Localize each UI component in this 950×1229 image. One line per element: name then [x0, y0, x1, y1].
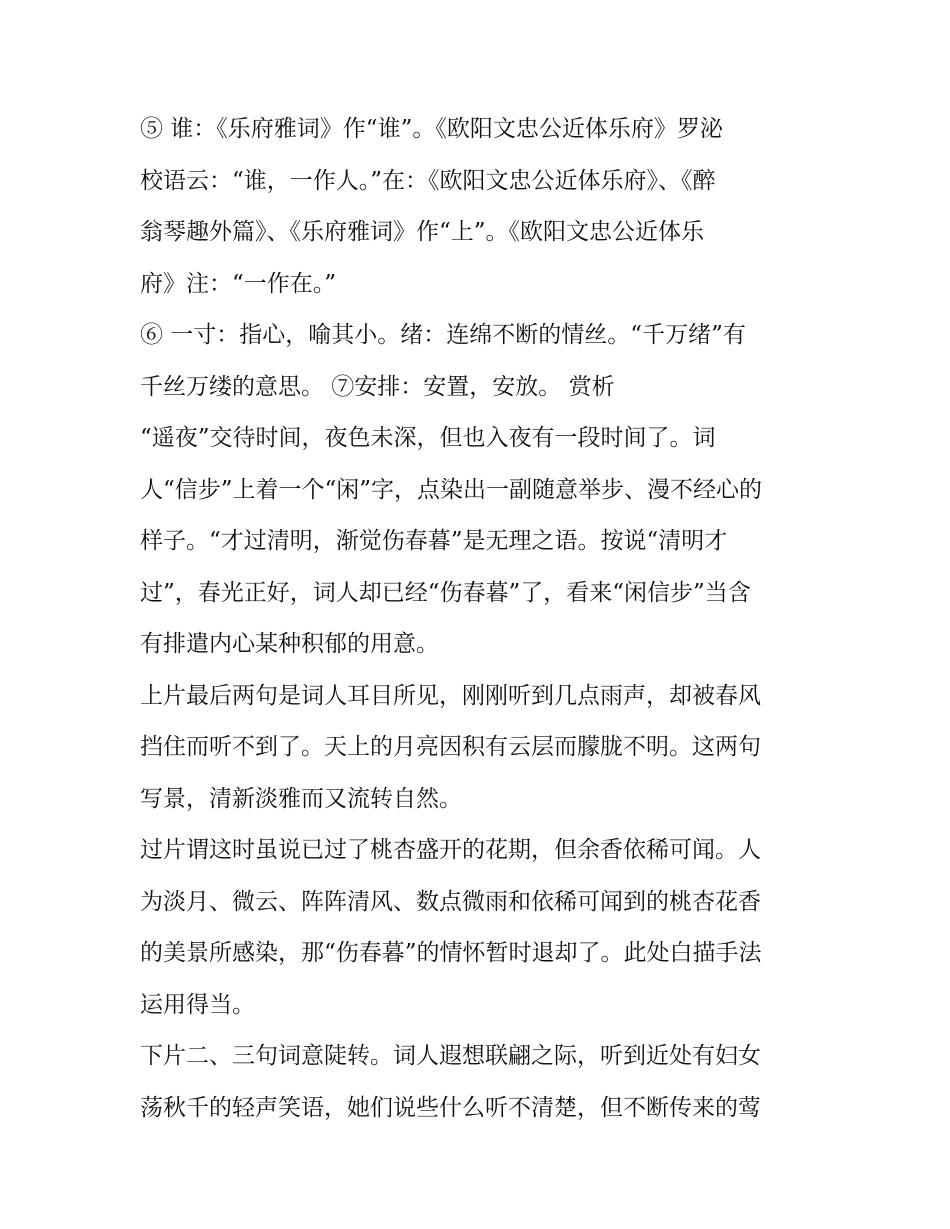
text-line: 运用得当。 [140, 991, 255, 1018]
text-line: 过片谓这时虽说已过了桃杏盛开的花期，但余香依稀可闻。人 [140, 837, 761, 863]
text-line: 写景，清新淡雅而又流转自然。 [140, 785, 462, 812]
text-line: 千丝万缕的意思。 ⑦安排：安置，安放。 赏析 [140, 373, 615, 400]
text-line: 荡秋千的轻声笑语，她们说些什么听不清楚，但不断传来的莺 [140, 1094, 761, 1121]
text-line: 有排遣内心某种积郁的用意。 [140, 631, 439, 657]
text-line: 校语云：“谁，一作人。”在：《欧阳文忠公近体乐府》、《醉 [140, 167, 716, 194]
text-line: 上片最后两句是词人耳目所见，刚刚听到几点雨声，却被春风 [140, 682, 761, 709]
text-line: 为淡月、微云、阵阵清风、数点微雨和依稀可闻到的桃杏花香 [140, 888, 761, 915]
text-line: “遥夜”交待时间，夜色未深，但也入夜有一段时间了。词 [140, 425, 716, 451]
text-line: 翁琴趣外篇》、《乐府雅词》作“上”。《欧阳文忠公近体乐 [140, 219, 705, 245]
text-line: ⑤ 谁：《乐府雅词》作“谁”。《欧阳文忠公近体乐府》罗泌 [140, 116, 723, 142]
text-line: 过”，春光正好，词人却已经“伤春暮”了，看来“闲信步”当含 [140, 579, 751, 606]
text-line: 挡住而听不到了。天上的月亮因积有云层而朦胧不明。这两句 [140, 734, 761, 760]
text-line: ⑥ 一寸：指心，喻其小。绪：连绵不断的情丝。“千万绪”有 [140, 322, 746, 348]
text-line: 人“信步”上着一个“闲”字，点染出一副随意举步、漫不经心的 [140, 476, 763, 503]
text-line: 府》注：“一作在。” [140, 270, 337, 297]
text-line: 的美景所感染，那“伤春暮”的情怀暂时退却了。此处白描手法 [140, 940, 762, 966]
text-line: 下片二、三句词意陡转。词人遐想联翩之际，听到近处有妇女 [140, 1043, 761, 1069]
text-line: 样子。“才过清明，渐觉伤春暮”是无理之语。按说“清明才 [140, 528, 728, 554]
document-body [140, 104, 820, 1134]
